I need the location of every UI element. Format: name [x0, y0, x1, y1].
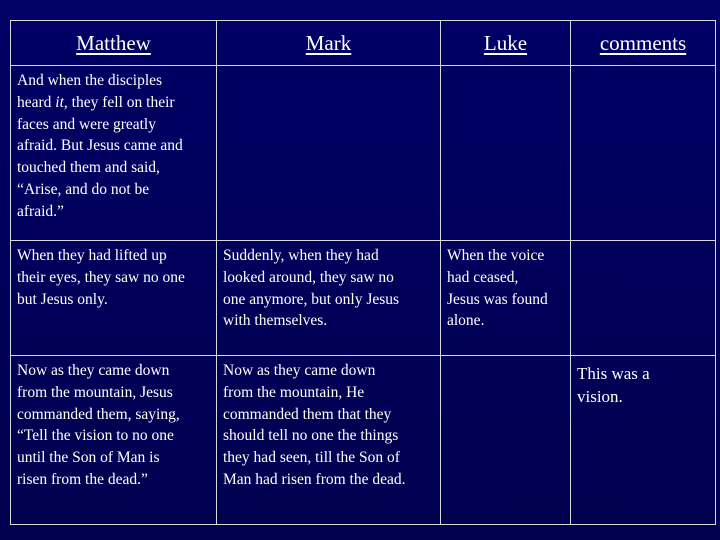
header-mark: Mark — [217, 21, 441, 66]
luke-cell — [441, 66, 571, 241]
matthew-cell — [11, 66, 217, 241]
table-row — [11, 66, 716, 241]
luke-text: When the voice had ceased, Jesus was found alone. — [447, 247, 548, 330]
luke-cell — [441, 241, 571, 356]
mark-cell — [217, 66, 441, 241]
luke-text — [441, 356, 570, 360]
comments-text: This was a vision. — [577, 364, 650, 406]
table-row — [11, 356, 716, 525]
mark-text: Now as they came down from the mountain, He commanded them that they should tell no one the things they had seen, till the Son of Man had risen from the dead. — [223, 362, 406, 488]
matthew-cell — [11, 241, 217, 356]
header-matthew: Matthew — [11, 21, 217, 66]
mark-cell — [217, 241, 441, 356]
comments-text — [571, 66, 715, 72]
matthew-text: And when the disciples heard it, they fell on their faces and were greatly afraid. But Jesus came and touched them and said, “Arise, and do not be afraid.” — [17, 72, 183, 220]
header-luke: Luke — [441, 21, 571, 66]
luke-cell — [441, 356, 571, 525]
comments-cell — [571, 66, 716, 241]
matthew-text: Now as they came down from the mountain, Jesus commanded them, saying, “Tell the vision to no one until the Son of Man is risen from the dead.” — [17, 362, 180, 488]
gospel-comparison-table — [10, 20, 716, 525]
comments-text — [571, 241, 715, 247]
comments-cell — [571, 356, 716, 525]
header-row — [11, 21, 716, 66]
header-comments: comments — [571, 21, 716, 66]
mark-cell — [217, 356, 441, 525]
matthew-cell — [11, 356, 217, 525]
luke-text — [441, 66, 570, 70]
mark-text: Suddenly, when they had looked around, they saw no one anymore, but only Jesus with themselves. — [223, 247, 400, 330]
comments-cell — [571, 241, 716, 356]
matthew-text: When they had lifted up their eyes, they saw no one but Jesus only. — [17, 247, 185, 308]
table-row — [11, 241, 716, 356]
italic-word: it — [55, 93, 64, 111]
mark-text — [217, 66, 440, 70]
